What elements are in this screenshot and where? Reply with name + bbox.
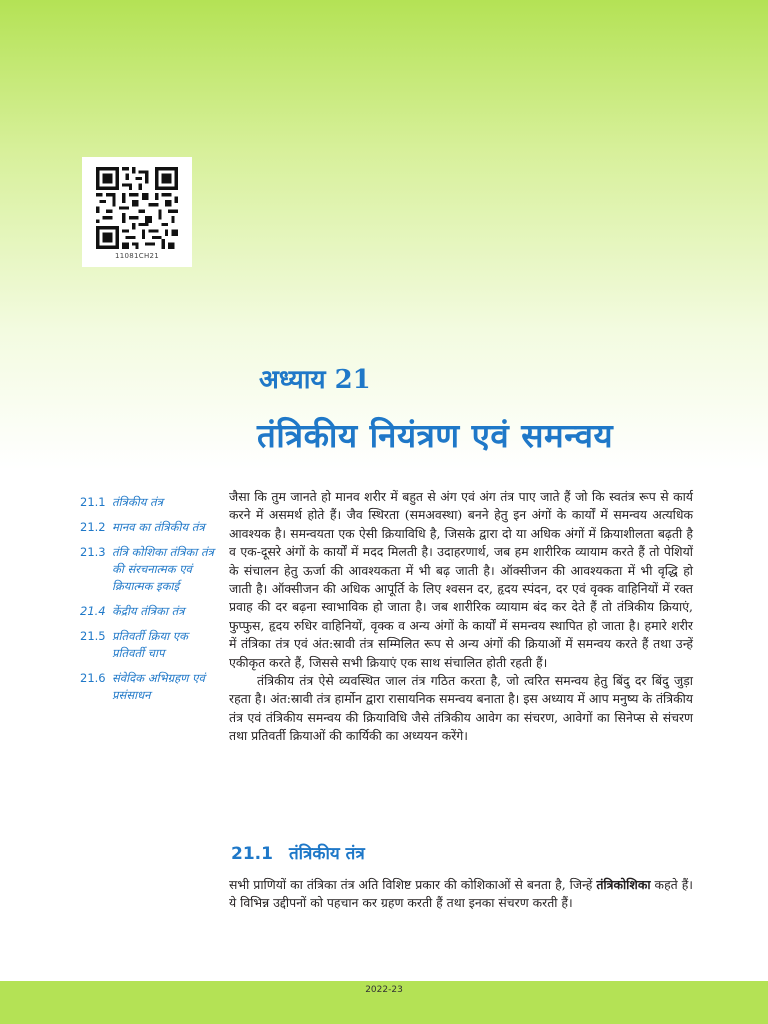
section-number: 21.1: [231, 844, 273, 864]
qr-code-label: 11081CH21: [114, 252, 160, 260]
section-heading: [231, 841, 365, 864]
toc-item[interactable]: [80, 603, 220, 620]
section-paragraph-start: सभी प्राणियों का तंत्रिका तंत्र अति विशिष्ट प्रकार की कोशिकाओं से बनता है, जिन्हें: [229, 877, 593, 892]
chapter-label: अध्याय 21: [259, 365, 371, 395]
intro-paragraph-2: तंत्रिकीय तंत्र ऐसे व्यवस्थित जाल तंत्र गठित करता है, जो त्वरित समन्वय हेतु बिंदु दर बिंदु जुड़ा रहता है। अंत:स्रावी तंत्र हार्मोन द्वारा रासायनिक समन्वय बनाता है। इस अध्याय में आप मनुष्य के तंत्रिकीय तंत्र एवं तंत्रिकीय समन्वय की क्रियाविधि जैसे तंत्रिकीय आवेग का संचरण, आवेगों का सिनेप्स से संचरण तथा प्रतिवर्ती क्रियाओं की कार्यिकी का अध्ययन करेंगे।: [229, 673, 693, 744]
toc-text: संवेदिक अभिग्रहण एवं प्रसंसाधन: [112, 671, 205, 702]
toc-item[interactable]: [80, 670, 220, 704]
toc-text: तंत्रिकीय तंत्र: [112, 495, 163, 509]
section-body: [229, 876, 693, 913]
footer-band: [0, 981, 768, 1024]
intro-text: [229, 488, 693, 746]
toc-text: केंद्रीय तंत्रिका तंत्र: [112, 604, 185, 618]
toc-number: 21.3: [80, 545, 106, 559]
qr-code-icon: [96, 167, 178, 249]
key-term: तंत्रिकोशिका: [596, 877, 651, 892]
intro-paragraph-1: जैसा कि तुम जानते हो मानव शरीर में बहुत से अंग एवं अंग तंत्र पाए जाते हैं जो कि स्वतंत्र रूप से कार्य करने में असमर्थ होते हैं। जैव स्थिरता (समअवस्था) बनने हेतु इन अंगों के कार्यों में समन्वय अत्यधिक आवश्यक है। समन्वयता एक ऐसी क्रियाविधि है, जिसके द्वारा दो या अधिक अंगों में क्रियाशीलता बढ़ती है व एक-दूसरे अंगों के कार्यों में मदद मिलती है। उदाहरणार्थ, जब हम शारीरिक व्यायाम करते हैं तो पेशियों के संचालन हेतु ऊर्जा की आवश्यकता में भी बढ़ जाती है। ऑक्सीजन की आवश्यकता में भी वृद्धि हो जाती है। ऑक्सीजन की अधिक आपूर्ति के लिए श्वसन दर, हृदय स्पंदन, दर एवं वृक्क वाहिनियों में रक्त प्रवाह की दर बढ़ना स्वाभाविक हो जाता है। जब शारीरिक व्यायाम बंद कर देते हैं तो तंत्रिकीय क्रियाएं, फुप्फुस, हृदय रुधिर वाहिनियों, वृक्क व अन्य अंगों के कार्यों में समन्वय स्थापित हो जाता है। हमारे शरीर में तंत्रिका तंत्र एवं अंत:स्रावी तंत्र सम्मिलित रूप से अन्य अंगों की क्रियाओं में समन्वय करते हैं तथा उन्हें एकीकृत करते हैं, जिससे सभी क्रियाएं एक साथ संचालित होती रहती हैं।: [229, 489, 693, 670]
toc-item[interactable]: [80, 519, 220, 536]
toc-item[interactable]: [80, 494, 220, 511]
qr-code-card: [82, 157, 192, 267]
section-title: तंत्रिकीय तंत्र: [288, 844, 365, 864]
chapter-contents: [80, 494, 220, 712]
toc-text: प्रतिवर्ती क्रिया एक प्रतिवर्ती चाप: [112, 629, 188, 660]
footer-year: 2022-23: [365, 985, 403, 995]
toc-item[interactable]: [80, 628, 220, 662]
toc-number: 21.5: [80, 629, 106, 643]
section-paragraph: [229, 876, 693, 913]
section-paragraph-end: कहते हैं। ये विभिन्न उद्दीपनों को पहचान कर ग्रहण करती हैं तथा इनका संचरण करती हैं।: [229, 877, 693, 911]
toc-number: 21.1: [80, 495, 106, 509]
toc-number: 21.2: [80, 520, 106, 534]
toc-text: तंत्रि कोशिका तंत्रिका तंत्र की संरचनात्मक एवं क्रियात्मक इकाई: [112, 545, 214, 593]
toc-number: 21.4: [80, 604, 106, 618]
toc-text: मानव का तंत्रिकीय तंत्र: [112, 520, 205, 534]
chapter-title: तंत्रिकीय नियंत्रण एवं समन्वय: [257, 416, 614, 455]
toc-number: 21.6: [80, 671, 106, 685]
toc-item[interactable]: [80, 544, 220, 595]
